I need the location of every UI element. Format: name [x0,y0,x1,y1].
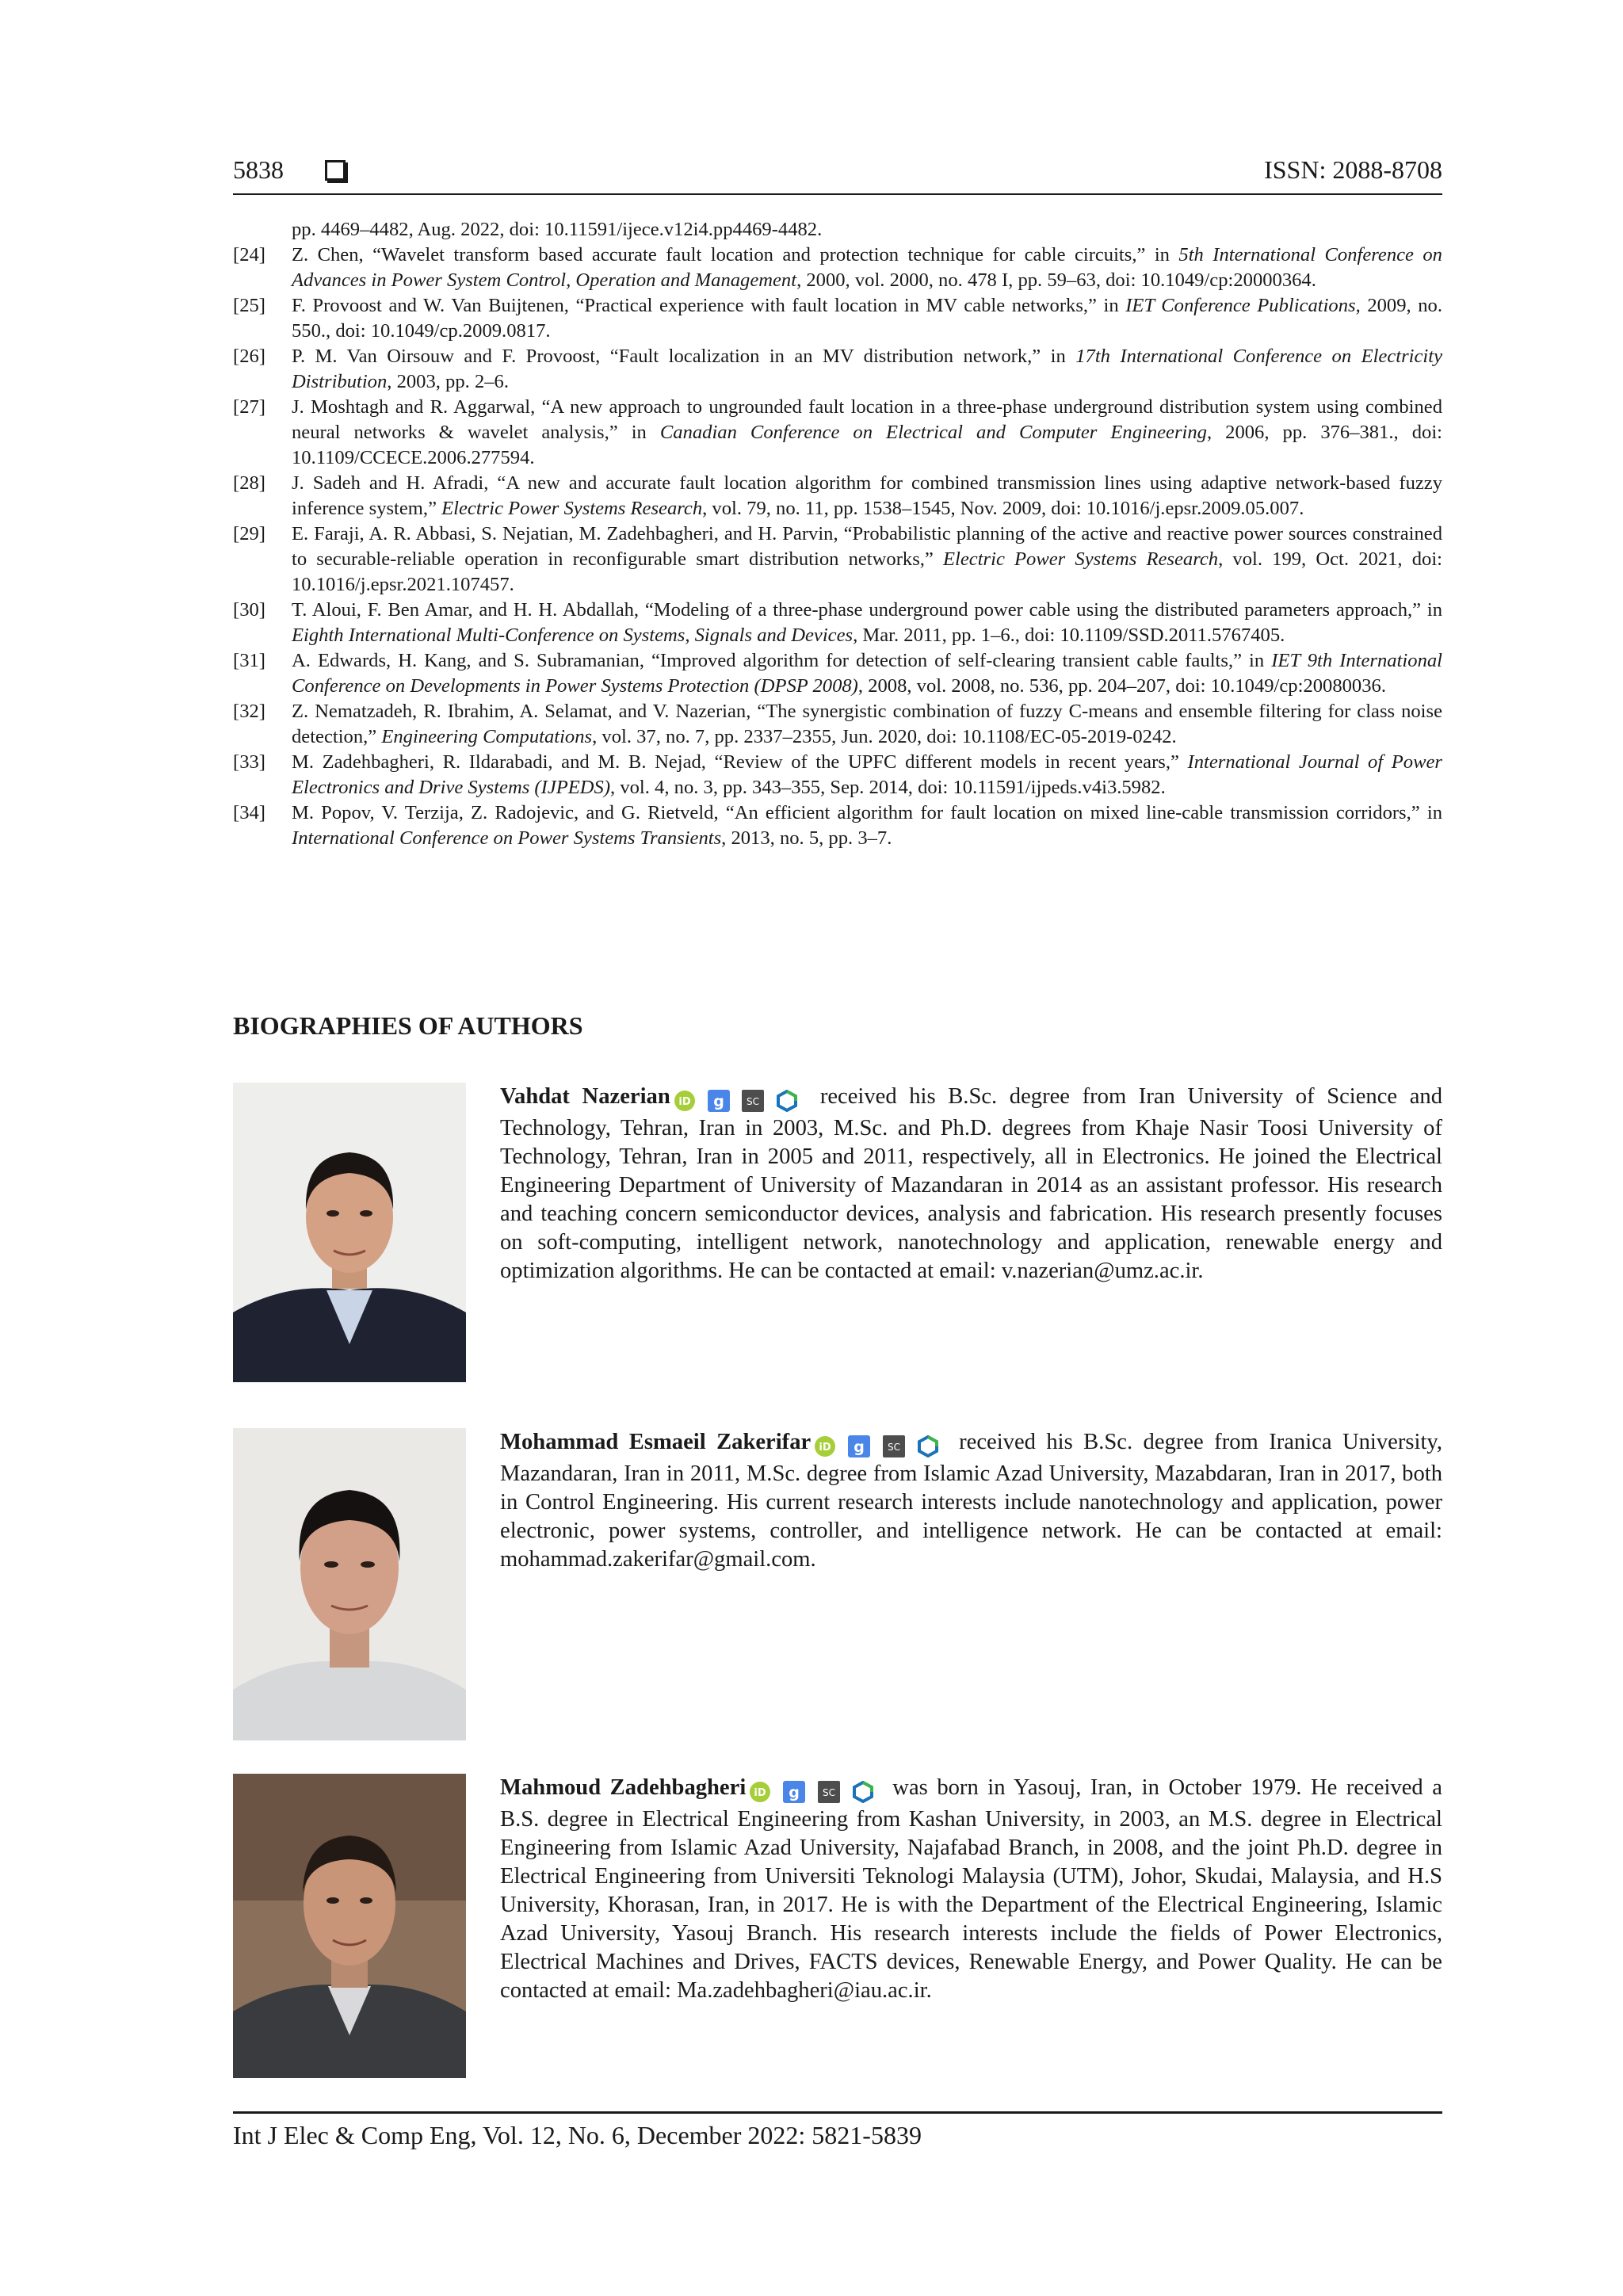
publons-icon[interactable] [852,1781,874,1803]
reference-item [233,217,1442,243]
reference-text [292,217,1442,243]
reference-segment: F. Provoost and W. Van Buijtenen, “Practical experience with fault location in MV cable networks,” in [292,295,1126,316]
profile-badges [749,1777,880,1805]
reference-segment: , 2006, pp. 376–381., doi: 10.1109/CCECE.2006.277594. [292,422,1442,468]
scopus-icon[interactable] [742,1090,764,1112]
svg-text:iD: iD [754,1787,766,1800]
publons-icon[interactable] [776,1090,798,1112]
biographies-heading: BIOGRAPHIES OF AUTHORS [233,1011,583,1040]
reference-segment: , vol. 4, no. 3, pp. 343–355, Sep. 2014, doi: 10.11591/ijpeds.v4i3.5982. [610,777,1166,798]
reference-text [292,800,1442,851]
reference-venue: Canadian Conference on Electrical and Computer Engineering [659,422,1207,443]
reference-number: [34] [233,802,265,823]
square-bullet-icon [325,160,346,181]
svg-text:g: g [854,1438,865,1457]
reference-number: [32] [233,701,265,722]
reference-item [233,293,1442,344]
reference-segment: A. Edwards, H. Kang, and S. Subramanian, “Improved algorithm for detection of self-clearing transient cable faults,” in [292,650,1272,671]
reference-text [292,699,1442,750]
svg-text:g: g [713,1093,724,1111]
author-name: Mohammad Esmaeil Zakerifar [500,1430,812,1454]
reference-segment: , 2003, pp. 2–6. [387,371,509,392]
svg-text:iD: iD [819,1442,831,1454]
reference-venue: 5th International Conference on Advances in Power System Control, Operation and Management [292,244,1442,291]
reference-number: [31] [233,650,265,671]
header-rule [233,193,1442,195]
reference-text [292,521,1442,598]
svg-text:SC: SC [887,1442,900,1454]
author-photo [233,1774,466,2078]
author-bio [233,1428,1442,1740]
author-bio [233,1083,1442,1384]
svg-text:g: g [789,1784,800,1802]
reference-venue: Engineering Computations [381,726,593,747]
reference-venue: International Conference on Power Systems Transients [292,827,722,849]
reference-segment: , vol. 199, Oct. 2021, doi: 10.1016/j.epsr.2021.107457. [292,548,1442,595]
reference-number: [27] [233,396,265,418]
reference-venue: IET Conference Publications [1125,295,1356,316]
reference-item [233,800,1442,851]
reference-item [233,344,1442,395]
author-photo [233,1083,466,1382]
author-bio [233,1774,1442,2078]
reference-segment: M. Popov, V. Terzija, Z. Radojevic, and G. Rietveld, “An efficient algorithm for fault location on mixed line-cable transmission corridors,” in [292,802,1442,823]
reference-text [292,750,1442,800]
author-bio-text: received his B.Sc. degree from Iranica University, Mazandaran, Iran in 2011, M.Sc. degree from Islamic Azad University, Mazabdaran, Iran in 2017, both in Control Engineering. His current research interests include nanotechnology and application, power electronic, power systems, controller, and intelligence network. He can be contacted at email: mohammad.zakerifar@gmail.com. [500,1430,1442,1572]
reference-number: [33] [233,751,265,773]
page-number: 5838 [233,155,284,184]
reference-text [292,471,1442,521]
reference-item [233,750,1442,800]
reference-segment: , vol. 79, no. 11, pp. 1538–1545, Nov. 2009, doi: 10.1016/j.epsr.2009.05.007. [702,498,1304,519]
page-header [233,155,1442,195]
svg-text:SC: SC [822,1787,835,1799]
orcid-icon[interactable] [749,1781,771,1803]
reference-segment: J. Sadeh and H. Afradi, “A new and accurate fault location algorithm for combined transmission lines using adaptive network-based fuzzy inference system,” [292,472,1442,519]
profile-badges [814,1431,945,1460]
reference-venue: IET 9th International Conference on Developments in Power Systems Protection (DPSP 2008) [292,650,1442,697]
reference-segment: M. Zadehbagheri, R. Ildarabadi, and M. B. Nejad, “Review of the UPFC different models in recent years,” [292,751,1188,773]
reference-segment: , 2013, no. 5, pp. 3–7. [721,827,892,849]
reference-item [233,699,1442,750]
footer-rule [233,2111,1442,2114]
orcid-icon[interactable] [814,1435,836,1457]
reference-number: [24] [233,244,265,266]
reference-item [233,521,1442,598]
author-name: Vahdat Nazerian [500,1084,670,1109]
reference-segment: J. Moshtagh and R. Aggarwal, “A new approach to ungrounded fault location in a three-phase underground distribution system using combined neural networks & wavelet analysis,” in [292,396,1442,443]
author-bio-text: received his B.Sc. degree from Iran University of Science and Technology, Tehran, Iran in 2003, M.Sc. and Ph.D. degrees from Khaje Nasir Toosi University of Technology, Tehran, Iran in 2005 and 2011, respectively, all in Electronics. He joined the Electrical Engineering Department of University of Mazandaran in 2014 as an assistant professor. His research and teaching concern semiconductor devices, analysis and fabrication. His research presently focuses on soft-computing, intelligent network, nanotechnology and application, renewable energy and optimization algorithms. He can be contacted at email: v.nazerian@umz.ac.ir. [500,1084,1443,1283]
issn: ISSN: 2088-8708 [1264,155,1442,184]
reference-item [233,648,1442,699]
google-scholar-icon[interactable] [708,1090,730,1112]
reference-text [292,243,1442,293]
reference-segment: , 2000, vol. 2000, no. 478 I, pp. 59–63, doi: 10.1049/cp:20000364. [796,269,1316,291]
reference-item [233,395,1442,471]
scopus-icon[interactable] [883,1435,905,1457]
reference-venue: Eighth International Multi-Conference on Systems, Signals and Devices [292,625,854,646]
author-bio-text: was born in Yasouj, Iran, in October 1979. He received a B.S. degree in Electrical Engineering from Kashan University, in 2003, an M.S. degree in Electrical Engineering from Islamic Azad University, Najafabad Branch, in 2008, and the joint Ph.D. degree in Electrical Engineering from Universiti Teknologi Malaysia (UTM), Johor, Skudai, Malaysia, and H.S University, Khorasan, Iran, in 2017. He is with the Department of the Electrical Engineering, Islamic Azad University, Yasouj Branch. His research interests include the fields of Power Electronics, Electrical Machines and Drives, FACTS devices, Renewable Energy, and Power Quality. He can be contacted at email: Ma.zadehbagheri@iau.ac.ir. [500,1775,1442,2003]
reference-venue: Electric Power Systems Research [441,498,703,519]
reference-venue: Electric Power Systems Research [943,548,1219,570]
reference-text [292,648,1442,699]
reference-text [292,293,1442,344]
author-name: Mahmoud Zadehbagheri [500,1775,747,1800]
reference-segment: E. Faraji, A. R. Abbasi, S. Nejatian, M. Zadehbagheri, and H. Parvin, “Probabilistic planning of the active and reactive power sources constrained to securable-reliable operation in reconfigurable smart distribution networks,” [292,523,1442,570]
reference-number: [30] [233,599,265,621]
footer-citation: Int J Elec & Comp Eng, Vol. 12, No. 6, December 2022: 5821-5839 [233,2121,922,2149]
reference-segment: Z. Chen, “Wavelet transform based accurate fault location and protection technique for cable circuits,” in [292,244,1179,266]
reference-venue: International Journal of Power Electronics and Drive Systems (IJPEDS) [292,751,1442,798]
publons-icon[interactable] [917,1435,939,1457]
reference-number: [28] [233,472,265,494]
reference-list [233,217,1442,851]
svg-text:iD: iD [678,1096,691,1109]
reference-venue: 17th International Conference on Electricity Distribution [292,346,1442,392]
reference-number: [26] [233,346,265,367]
reference-segment: T. Aloui, F. Ben Amar, and H. H. Abdallah, “Modeling of a three-phase underground power cable using the distributed parameters approach,” in [292,599,1442,621]
scopus-icon[interactable] [818,1781,840,1803]
reference-text [292,344,1442,395]
profile-badges [674,1086,804,1114]
author-photo [233,1428,466,1740]
svg-text:SC: SC [747,1096,760,1108]
reference-item [233,598,1442,648]
reference-number: [29] [233,523,265,544]
reference-text [292,598,1442,648]
reference-segment: , 2009, no. 550., doi: 10.1049/cp.2009.0817. [292,295,1442,342]
reference-segment: , vol. 37, no. 7, pp. 2337–2355, Jun. 2020, doi: 10.1108/EC-05-2019-0242. [592,726,1177,747]
reference-number: [25] [233,295,265,316]
reference-segment: Z. Nematzadeh, R. Ibrahim, A. Selamat, and V. Nazerian, “The synergistic combination of fuzzy C-means and ensemble filtering for class noise detection,” [292,701,1442,747]
reference-item [233,243,1442,293]
reference-segment: , Mar. 2011, pp. 1–6., doi: 10.1109/SSD.2011.5767405. [853,625,1285,646]
google-scholar-icon[interactable] [848,1435,870,1457]
orcid-icon[interactable] [674,1090,696,1112]
reference-segment: pp. 4469–4482, Aug. 2022, doi: 10.11591/ijece.v12i4.pp4469-4482. [292,219,823,240]
google-scholar-icon[interactable] [783,1781,805,1803]
reference-segment: , 2008, vol. 2008, no. 536, pp. 204–207, doi: 10.1049/cp:20080036. [857,675,1386,697]
reference-segment: P. M. Van Oirsouw and F. Provoost, “Fault localization in an MV distribution network,” in [292,346,1076,367]
reference-text [292,395,1442,471]
reference-item [233,471,1442,521]
